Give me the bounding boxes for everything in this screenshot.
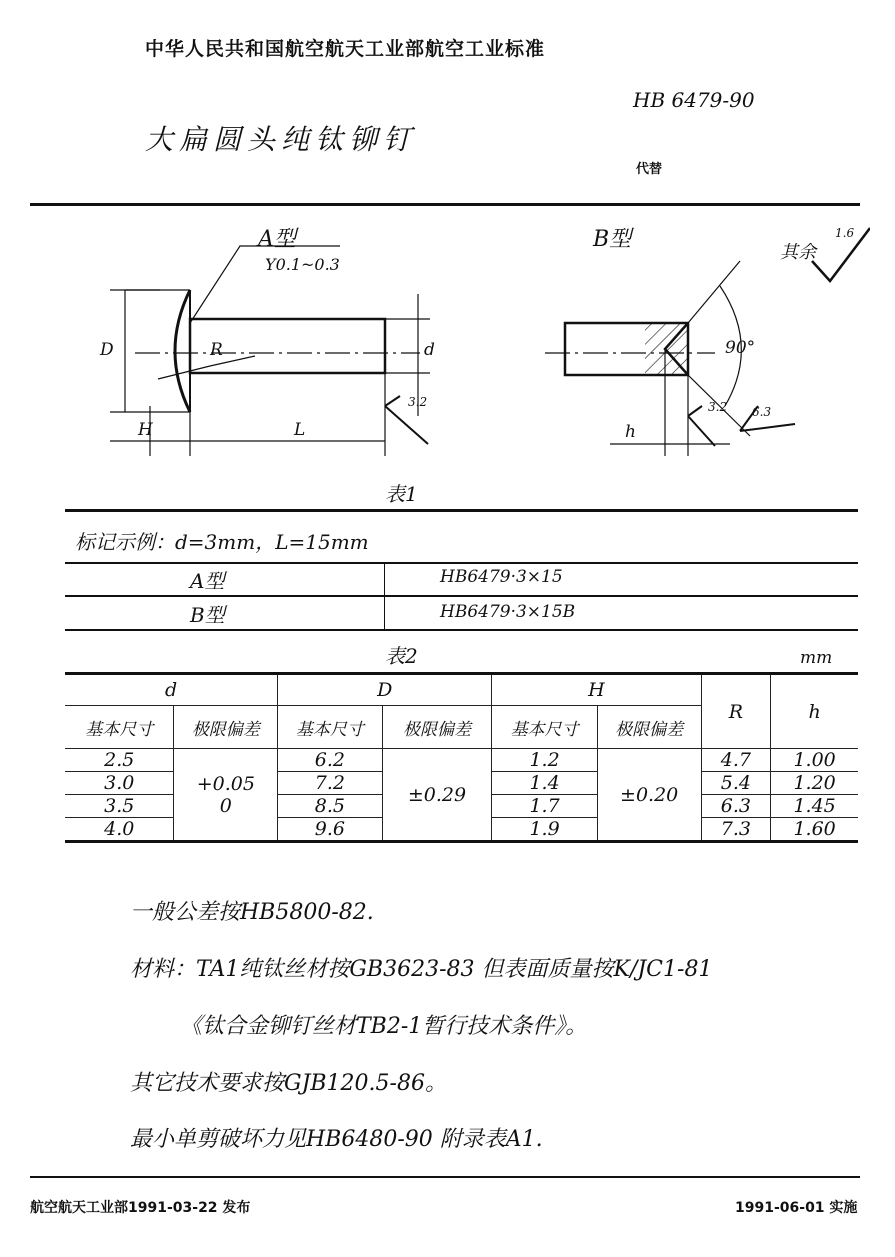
- col-D: D: [278, 674, 492, 706]
- angle-label: 90°: [725, 338, 756, 358]
- dim-d: d: [424, 340, 435, 360]
- table2-caption: 表2: [385, 644, 418, 668]
- cell-d: 2.5: [65, 749, 174, 772]
- cell-R: 4.7: [701, 749, 771, 772]
- doc-title: 大扁圆头纯钛铆钉: [145, 123, 418, 156]
- tol-d-upper: +0.05: [196, 772, 255, 795]
- tol-D: ±0.29: [382, 749, 492, 842]
- cell-H: 1.7: [492, 795, 598, 818]
- issuer: 中华人民共和国航空航天工业部航空工业标准: [145, 38, 546, 60]
- note-tolerance: 一般公差按HB5800-82.: [130, 900, 374, 925]
- dimensions-table: [65, 672, 858, 843]
- subheader: 极限偏差: [382, 706, 492, 749]
- table1-caption: 表1: [385, 482, 418, 506]
- col-R: R: [701, 674, 771, 749]
- tol-H: ±0.20: [597, 749, 701, 842]
- cell-h: 1.60: [771, 818, 858, 842]
- subheader: 基本尺寸: [65, 706, 174, 749]
- cell-H: 1.9: [492, 818, 598, 842]
- dim-R: R: [210, 340, 223, 360]
- cell-H: 1.4: [492, 772, 598, 795]
- cell-H: 1.2: [492, 749, 598, 772]
- col-h: h: [771, 674, 858, 749]
- roughness-b2: 6.3: [752, 405, 772, 419]
- roughness-rest-value: 1.6: [835, 226, 855, 240]
- table1-mark: HB6479·3×15B: [440, 602, 576, 622]
- dim-H: H: [138, 420, 153, 440]
- dim-h: h: [625, 422, 636, 442]
- cell-d: 3.5: [65, 795, 174, 818]
- note-material-cont: 《钛合金铆钉丝材TB2-1暂行技术条件》。: [180, 1014, 588, 1039]
- cell-D: 7.2: [278, 772, 383, 795]
- cell-R: 5.4: [701, 772, 771, 795]
- rule: [65, 595, 858, 597]
- table1-top-rule: [65, 509, 858, 512]
- roughness-a: 3.2: [408, 395, 428, 409]
- cell-D: 6.2: [278, 749, 383, 772]
- issue-date: 航空航天工业部1991-03-22 发布: [30, 1200, 251, 1216]
- cell-h: 1.45: [771, 795, 858, 818]
- subheader: 基本尺寸: [278, 706, 383, 749]
- roughness-rest-label: 其余: [780, 242, 816, 263]
- rule: [65, 629, 858, 631]
- table1-type: A型: [190, 569, 225, 593]
- type-a-label: A型: [258, 227, 296, 252]
- replaces-label: 代替: [636, 162, 663, 177]
- note-material: 材料：TA1纯钛丝材按GB3623-83 但表面质量按K/JC1-81: [130, 957, 713, 982]
- table1-type: B型: [190, 603, 225, 627]
- tol-d: [174, 749, 278, 842]
- cell-d: 4.0: [65, 818, 174, 842]
- roughness-b1: 3.2: [708, 400, 728, 414]
- note-requirements: 其它技术要求按GJB120.5-86。: [130, 1071, 447, 1096]
- dim-L: L: [294, 420, 306, 440]
- cell-h: 1.00: [771, 749, 858, 772]
- cell-D: 9.6: [278, 818, 383, 842]
- cell-R: 6.3: [701, 795, 771, 818]
- marking-example: 标记示例：d=3mm，L=15mm: [75, 530, 369, 554]
- cell-h: 1.20: [771, 772, 858, 795]
- effective-date: 1991-06-01 实施: [735, 1200, 858, 1216]
- footer-rule: [30, 1176, 860, 1178]
- unit-label: mm: [800, 648, 833, 668]
- cell-R: 7.3: [701, 818, 771, 842]
- standard-number: HB 6479-90: [633, 88, 755, 112]
- rule: [65, 562, 858, 564]
- table1-mark: HB6479·3×15: [440, 567, 563, 587]
- tol-d-lower: 0: [219, 794, 232, 817]
- head-radius-label: Y0.1~0.3: [265, 255, 340, 274]
- type-b-label: B型: [593, 227, 632, 252]
- subheader: 极限偏差: [174, 706, 278, 749]
- note-shear: 最小单剪破坏力见HB6480-90 附录表A1.: [130, 1127, 543, 1152]
- subheader: 基本尺寸: [492, 706, 598, 749]
- subheader: 极限偏差: [597, 706, 701, 749]
- dim-D: D: [100, 340, 114, 360]
- cell-D: 8.5: [278, 795, 383, 818]
- cell-d: 3.0: [65, 772, 174, 795]
- col-H: H: [492, 674, 701, 706]
- col-d: d: [65, 674, 278, 706]
